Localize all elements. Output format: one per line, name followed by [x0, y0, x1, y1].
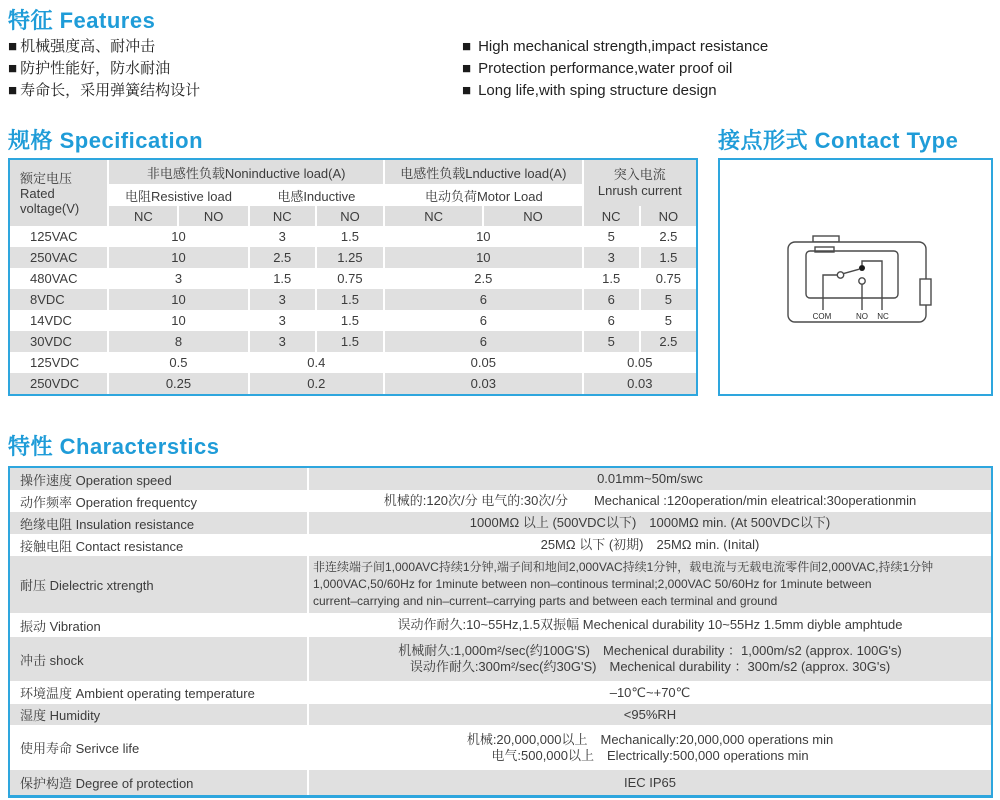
bullet-square-icon: ■ — [462, 60, 472, 77]
spec-header-inrush — [583, 160, 696, 206]
rated-voltage-zh: 额定电压 — [20, 170, 73, 186]
characteristic-value-line: 机械耐久:1,000m²/sec(约100G'S) Mechenical durability ：1,000m/s2 (approx. 100G's) — [398, 643, 902, 658]
characteristic-value-line: –10℃~+70℃ — [609, 684, 691, 700]
characteristic-value — [308, 490, 991, 512]
spec-value-cell: 6 — [583, 310, 640, 331]
characteristic-row — [10, 770, 991, 795]
nc-col-header: NC — [583, 206, 640, 226]
characteristic-label: 接触电阻 Contact resistance — [10, 534, 308, 556]
spec-value-cell: 0.25 — [108, 373, 248, 394]
spec-value-cell: 1.5 — [583, 268, 640, 289]
characteristic-value — [308, 613, 991, 637]
characteristic-value — [308, 770, 991, 795]
feature-text: 寿命长，采用弹簧结构设计 — [20, 82, 201, 99]
contact-type-section-title: 接点形式 Contact Type — [718, 128, 959, 153]
characteristic-value — [308, 681, 991, 704]
spec-value-cell: 5 — [640, 310, 696, 331]
inrush-zh: 突入电流 — [613, 167, 666, 182]
spec-header-resistive: 电阻Resistive load — [108, 184, 248, 206]
spec-value-cell: 0.75 — [316, 268, 384, 289]
spec-value-cell: 10 — [108, 310, 248, 331]
spec-value-cell: 1.25 — [316, 247, 384, 268]
spec-value-cell: 0.03 — [384, 373, 583, 394]
characteristic-label: 耐压 Dielectric xtrength — [10, 556, 308, 613]
spec-row — [10, 226, 696, 247]
specification-section-title: 规格 Specification — [8, 128, 204, 153]
characteristics-table-body — [10, 468, 991, 795]
characteristic-row — [10, 725, 991, 770]
characteristic-label: 操作速度 Operation speed — [10, 468, 308, 490]
characteristic-label: 使用寿命 Serivce life — [10, 725, 308, 770]
characteristic-value — [308, 637, 991, 681]
spec-value-cell: 2.5 — [249, 247, 316, 268]
characteristic-row — [10, 704, 991, 725]
characteristics-table-wrapper — [8, 466, 993, 798]
spec-value-cell: 0.05 — [583, 352, 696, 373]
nc-col-header: NC — [249, 206, 316, 226]
characteristic-label: 冲击 shock — [10, 637, 308, 681]
spec-value-cell: 1.5 — [640, 247, 696, 268]
spec-value-cell: 10 — [108, 226, 248, 247]
characteristic-value — [308, 556, 991, 613]
spec-value-cell: 0.05 — [384, 352, 583, 373]
feature-item — [462, 80, 768, 102]
spec-value-cell: 3 — [583, 247, 640, 268]
bullet-square-icon: ■ — [8, 82, 18, 99]
features-section-title: 特征 Features — [8, 8, 156, 33]
feature-text: High mechanical strength,impact resistance — [478, 38, 769, 55]
characteristic-value-line: 误动作耐久:10~55Hz,1.5双振幅 Mechenical durability 10~55Hz 1.5mm diyble amphtude — [397, 617, 903, 632]
characteristic-value-line: 电气:500,000以上 Electrically:500,000 operations min — [491, 747, 809, 763]
spec-row — [10, 352, 696, 373]
spec-value-cell: 5 — [583, 226, 640, 247]
bullet-square-icon: ■ — [462, 38, 472, 55]
spec-row — [10, 373, 696, 394]
bullet-square-icon: ■ — [8, 38, 18, 55]
feature-item — [8, 36, 200, 58]
spec-voltage-cell: 8VDC — [10, 289, 108, 310]
spec-value-cell: 3 — [249, 331, 316, 352]
spec-row — [10, 310, 696, 331]
feature-item — [8, 58, 200, 80]
characteristics-section-title: 特性 Characterstics — [8, 434, 220, 459]
rated-voltage-en1: Rated — [20, 185, 55, 201]
feature-item — [8, 80, 200, 102]
spec-value-cell: 1.5 — [316, 289, 384, 310]
spec-value-cell: 10 — [108, 289, 248, 310]
no-col-header: NO — [483, 206, 582, 226]
spec-value-cell: 6 — [583, 289, 640, 310]
feature-text: Protection performance,water proof oil — [478, 60, 733, 77]
spec-value-cell: 0.5 — [108, 352, 248, 373]
characteristic-value-line: 1000MΩ 以上 (500VDC以下) 1000MΩ min. (At 500VDC以下) — [469, 515, 831, 530]
characteristic-value — [308, 534, 991, 556]
characteristic-value-line: 1,000VAC,50/60Hz for 1minute between non–continous terminal;2,000VAC 50/60Hz for 1minute between — [313, 577, 872, 591]
characteristic-label: 保护构造 Degree of protection — [10, 770, 308, 795]
nc-col-header: NC — [384, 206, 483, 226]
characteristic-value-line: 非连续端子间1,000AVC持续1分钟,端子间和地间2,000VAC持续1分钟，载电流与无载电流零件间2,000VAC,持续1分钟 — [313, 560, 934, 574]
characteristic-label: 湿度 Humidity — [10, 704, 308, 725]
spec-header-motor: 电动负荷Motor Load — [384, 184, 583, 206]
spec-voltage-cell: 125VAC — [10, 226, 108, 247]
characteristic-row — [10, 637, 991, 681]
characteristic-row — [10, 512, 991, 534]
spec-value-cell: 1.5 — [249, 268, 316, 289]
spec-value-cell: 0.4 — [249, 352, 384, 373]
characteristic-row — [10, 556, 991, 613]
characteristic-value-line: 0.01mm~50m/swc — [597, 471, 703, 486]
inrush-en: Lnrush current — [597, 183, 682, 198]
specification-table-wrapper — [8, 158, 698, 396]
spec-value-cell: 2.5 — [384, 268, 583, 289]
com-terminal-label: COM — [812, 312, 832, 321]
characteristic-row — [10, 490, 991, 512]
spec-value-cell: 3 — [249, 310, 316, 331]
spec-value-cell: 10 — [384, 247, 583, 268]
characteristic-value-line: IEC IP65 — [623, 774, 677, 790]
characteristic-row — [10, 613, 991, 637]
spec-row — [10, 289, 696, 310]
characteristic-value — [308, 725, 991, 770]
spec-value-cell: 6 — [384, 331, 583, 352]
spec-value-cell: 1.5 — [316, 310, 384, 331]
specification-table — [10, 160, 696, 394]
spec-table-body — [10, 226, 696, 394]
spec-row — [10, 331, 696, 352]
spec-value-cell: 5 — [583, 331, 640, 352]
no-col-header: NO — [178, 206, 248, 226]
bullet-square-icon: ■ — [462, 82, 472, 99]
rated-voltage-en2: voltage(V) — [20, 200, 80, 216]
nc-col-header: NC — [108, 206, 178, 226]
characteristic-value-line: 误动作耐久:300m²/sec(约30G'S) Mechenical durability ：300m/s2 (approx. 30G's) — [409, 659, 891, 674]
spec-row — [10, 247, 696, 268]
characteristic-value-line: 机械:20,000,000以上 Mechanically:20,000,000 operations min — [466, 731, 834, 747]
spec-value-cell: 5 — [640, 289, 696, 310]
spec-voltage-cell: 125VDC — [10, 352, 108, 373]
characteristic-label: 动作频率 Operation frequentcy — [10, 490, 308, 512]
characteristic-value-line: <95%RH — [623, 706, 677, 722]
feature-text: 机械强度高、耐冲击 — [20, 38, 156, 55]
spec-value-cell: 3 — [108, 268, 248, 289]
spec-value-cell: 8 — [108, 331, 248, 352]
characteristic-row — [10, 468, 991, 490]
no-col-header: NO — [316, 206, 384, 226]
spec-header-row-groups — [10, 160, 696, 184]
spec-value-cell: 0.2 — [249, 373, 384, 394]
feature-item — [462, 36, 768, 58]
characteristic-row — [10, 681, 991, 704]
characteristic-value — [308, 512, 991, 534]
characteristic-value-line: current–carrying and nin–current–carrying parts and between each terminal and ground — [313, 594, 778, 608]
spec-voltage-cell: 480VAC — [10, 268, 108, 289]
characteristic-label: 环境温度 Ambient operating temperature — [10, 681, 308, 704]
spec-value-cell: 1.5 — [316, 331, 384, 352]
spec-header-rated-voltage — [10, 160, 108, 226]
characteristic-value-line: 25MΩ 以下 (初期) 25MΩ min. (Inital) — [540, 537, 760, 552]
spec-voltage-cell: 14VDC — [10, 310, 108, 331]
feature-item — [462, 58, 768, 80]
spec-value-cell: 6 — [384, 289, 583, 310]
characteristic-value-line: 机械的:120次/分 电气的:30次/分 Mechanical :120operation/min eleatrical:30operationmin — [383, 493, 917, 508]
contact-type-box — [718, 158, 993, 396]
spec-voltage-cell: 30VDC — [10, 331, 108, 352]
features-list-zh — [8, 36, 200, 102]
nc-terminal-label: NC — [877, 312, 889, 321]
characteristics-table — [10, 468, 991, 795]
bullet-square-icon: ■ — [8, 60, 18, 77]
spec-value-cell: 10 — [108, 247, 248, 268]
spec-value-cell: 3 — [249, 226, 316, 247]
spec-header-inductive-load: 电感性负载Lnductive load(A) — [384, 160, 583, 184]
characteristic-row — [10, 534, 991, 556]
spec-voltage-cell: 250VAC — [10, 247, 108, 268]
spec-value-cell: 1.5 — [316, 226, 384, 247]
characteristic-label: 绝缘电阻 Insulation resistance — [10, 512, 308, 534]
spec-value-cell: 0.03 — [583, 373, 696, 394]
spec-value-cell: 3 — [249, 289, 316, 310]
spec-row — [10, 268, 696, 289]
no-col-header: NO — [640, 206, 696, 226]
characteristic-value — [308, 704, 991, 725]
spec-voltage-cell: 250VDC — [10, 373, 108, 394]
characteristic-label: 振动 Vibration — [10, 613, 308, 637]
spec-header-row-ncno — [10, 206, 696, 226]
spec-value-cell: 0.75 — [640, 268, 696, 289]
no-terminal-label: NO — [856, 312, 868, 321]
spec-header-inductive: 电感Inductive — [249, 184, 384, 206]
spec-value-cell: 6 — [384, 310, 583, 331]
spec-value-cell: 2.5 — [640, 331, 696, 352]
feature-text: 防护性能好，防水耐油 — [20, 60, 171, 77]
characteristic-value — [308, 468, 991, 490]
spec-header-noninductive: 非电感性负载Noninductive load(A) — [108, 160, 384, 184]
relay-contact-diagram-icon — [780, 234, 940, 329]
spec-value-cell: 10 — [384, 226, 583, 247]
features-list-en — [462, 36, 768, 102]
spec-value-cell: 2.5 — [640, 226, 696, 247]
feature-text: Long life,with sping structure design — [478, 82, 717, 99]
